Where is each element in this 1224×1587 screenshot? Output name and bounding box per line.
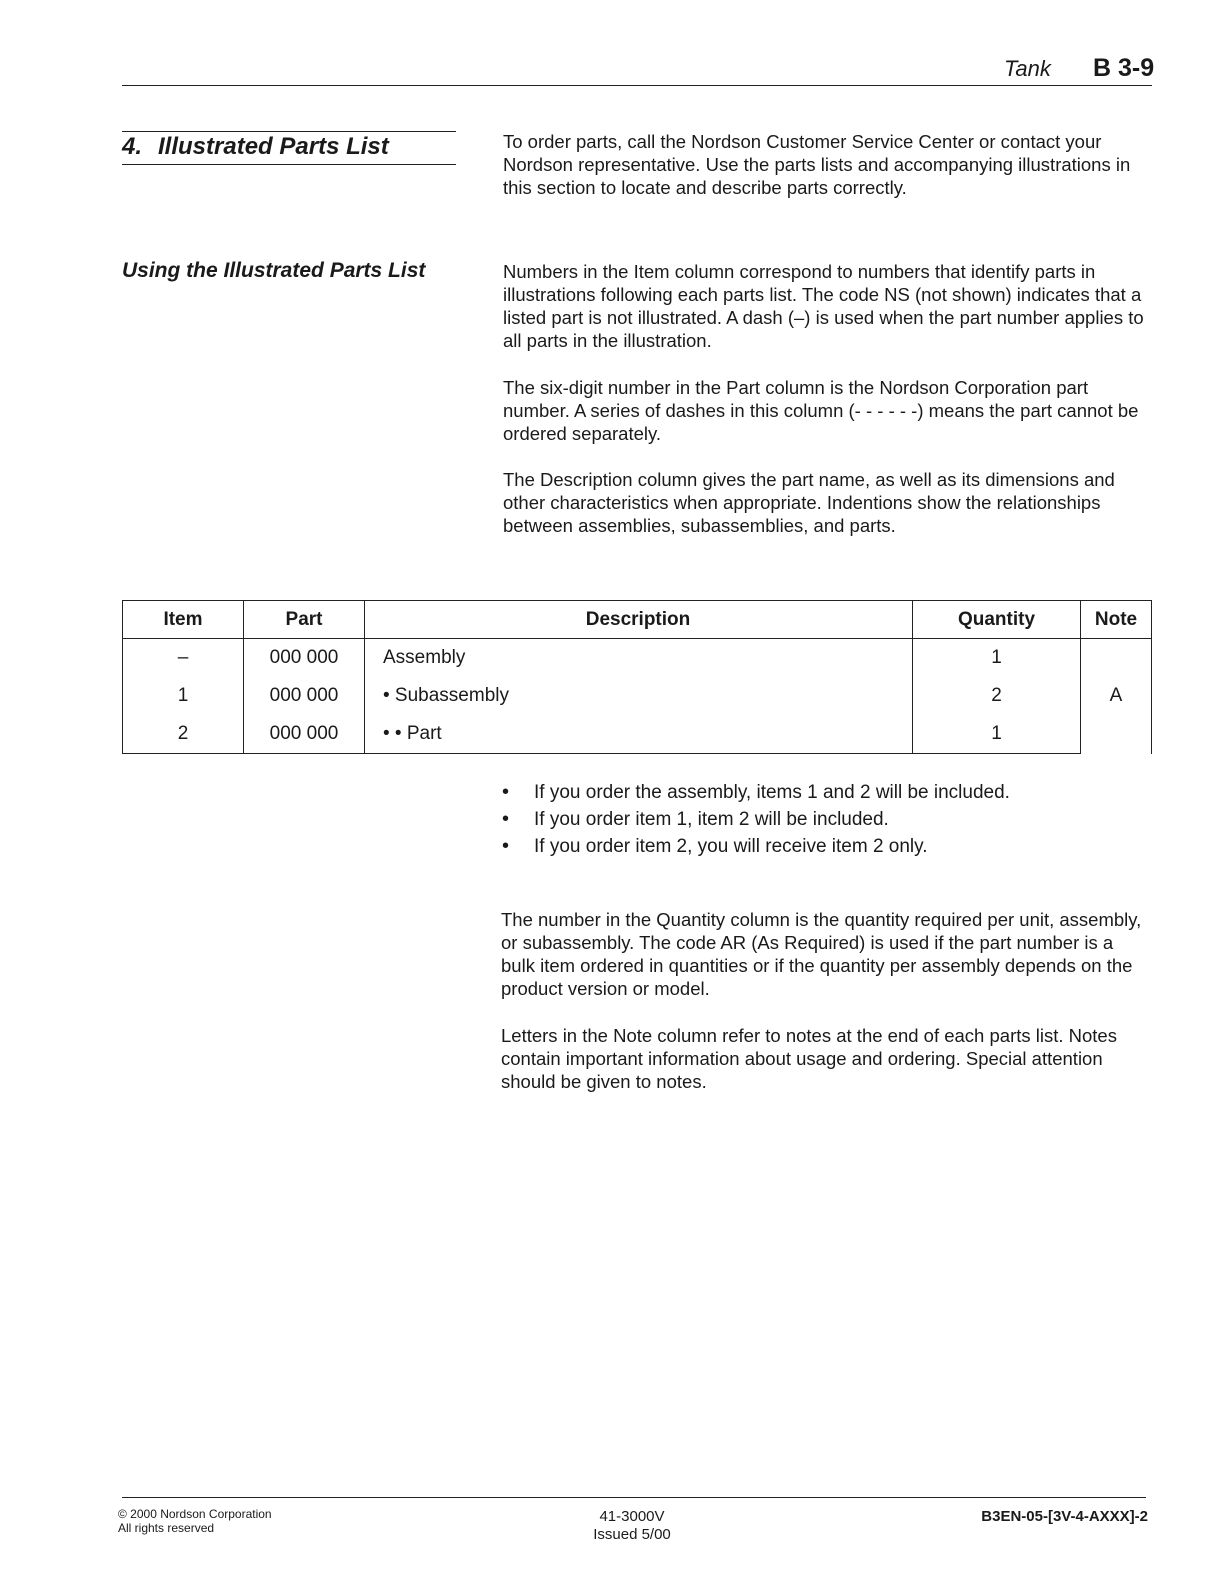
footer-document-info <box>572 1508 692 1544</box>
item-column-paragraph: Numbers in the Item column correspond to numbers that identify parts in illustrations following each parts list. The code NS (not shown) indicates that a listed part is not illustrated. A dash (–) is used when the part number applies to all parts in the illustration. <box>503 261 1144 351</box>
quantity-column-paragraph: The number in the Quantity column is the quantity required per unit, assembly, or subassembly. The code AR (As Required) is used if the part number is a bulk item ordered in quantities or if the quantity per assembly depends on the product version or model. <box>501 909 1142 999</box>
part-column-paragraph: The six-digit number in the Part column is the Nordson Corporation part number. A series of dashes in this column (- - - - - -) means the part cannot be ordered separately. <box>503 377 1139 444</box>
table-header-row <box>123 601 1152 639</box>
section-heading-rule-bottom <box>122 164 456 165</box>
header-part: Part <box>244 601 365 639</box>
table-row <box>123 677 1152 715</box>
cell-item: – <box>123 639 244 678</box>
issue-date: Issued 5/00 <box>593 1526 671 1543</box>
table-row <box>123 639 1152 678</box>
cell-description: • Subassembly <box>365 677 913 715</box>
list-item: • If you order item 2, you will receive item 2 only. <box>500 834 1010 861</box>
ordering-rules-list <box>500 780 1010 861</box>
copyright-text: © 2000 Nordson Corporation <box>118 1507 272 1521</box>
header-note: Note <box>1081 601 1152 639</box>
section-title: Illustrated Parts List <box>158 133 389 160</box>
chapter-title: Tank <box>1004 56 1051 81</box>
cell-description: • • Part <box>365 715 913 754</box>
cell-quantity: 1 <box>913 639 1081 678</box>
footer-rule <box>122 1497 1146 1498</box>
header-item: Item <box>123 601 244 639</box>
parts-list-table <box>122 600 1152 754</box>
cell-part: 000 000 <box>244 639 365 678</box>
subsection-heading: Using the Illustrated Parts List <box>122 259 426 282</box>
header-quantity: Quantity <box>913 601 1081 639</box>
list-item: • If you order item 1, item 2 will be included. <box>500 807 1010 834</box>
document-number: 41-3000V <box>599 1508 665 1525</box>
cell-quantity: 1 <box>913 715 1081 754</box>
page-number: B 3-9 <box>1093 54 1155 82</box>
section-heading-rule-top <box>122 131 456 132</box>
cell-description: Assembly <box>365 639 913 678</box>
table-row <box>123 715 1152 754</box>
note-column-paragraph: Letters in the Note column refer to notes at the end of each parts list. Notes contain important information about usage and ordering. Special attention should be given to notes. <box>501 1025 1117 1092</box>
cell-part: 000 000 <box>244 715 365 754</box>
cell-part: 000 000 <box>244 677 365 715</box>
footer-document-code: B3EN-05-[3V-4-AXXX]-2 <box>981 1508 1148 1525</box>
cell-quantity: 2 <box>913 677 1081 715</box>
list-item: • If you order the assembly, items 1 and 2 will be included. <box>500 780 1010 807</box>
footer-copyright <box>118 1507 272 1535</box>
section-heading <box>122 133 389 161</box>
intro-paragraph: To order parts, call the Nordson Customer Service Center or contact your Nordson representative. Use the parts lists and accompanying illustrations in this section to locate and describe parts correctly. <box>503 131 1131 198</box>
description-column-paragraph: The Description column gives the part name, as well as its dimensions and other characteristics when appropriate. Indentions show the relationships between assemblies, subassemblies, and parts. <box>503 469 1115 536</box>
cell-item: 2 <box>123 715 244 754</box>
rights-text: All rights reserved <box>118 1521 215 1535</box>
header-description: Description <box>365 601 913 639</box>
cell-note: A <box>1081 639 1152 754</box>
section-number: 4. <box>122 133 143 160</box>
header-rule <box>122 85 1152 86</box>
cell-item: 1 <box>123 677 244 715</box>
